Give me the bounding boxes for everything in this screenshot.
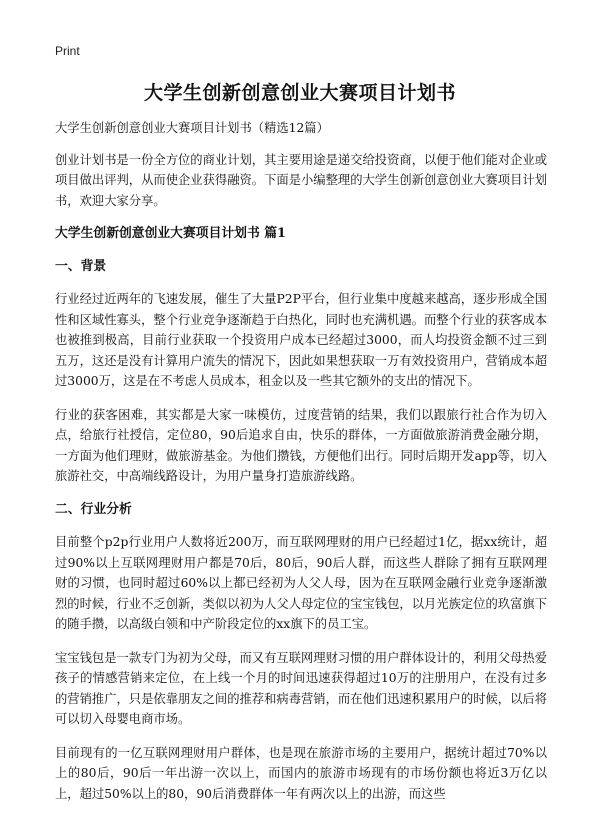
section-title: 大学生创新创意创业大赛项目计划书 篇1: [55, 226, 286, 241]
paragraph-analysis-1: 目前整个p2p行业用户人数将近200万，而互联网理财的用户已经超过1亿，据xx统计，超过90%以上互联网理财用户都是70后，80后，90后人群，而这些人群除了拥有互联网理财的习惯，也同时超过60%以上都已经初为人父人母，因为在互联网金融行业竞争逐渐激烈的时候，行业不乏创新，类似以初为人父人母定位的宝宝钱包，以月光族定位的玖富旗下的随手攒，以高级白领和中产阶段定位的xx旗下的员工宝。: [55, 535, 547, 631]
print-label: Print: [55, 44, 80, 58]
heading-industry-analysis: 二、行业分析: [55, 501, 132, 517]
page-title: 大学生创新创意创业大赛项目计划书: [143, 82, 456, 104]
heading-background: 一、背景: [55, 258, 107, 274]
paragraph-background-1: 行业经过近两年的飞速发展，催生了大量P2P平台，但行业集中度越来越高，逐步形成全国性和区域性寡头，整个行业竞争逐渐趋于白热化，同时也充满机遇。而整个行业的获客成本也被推到极高，目前行业获取一个投资用户成本已经超过3000，而人均投资金额不过三到五万，这还是没有计算用户流失的情况下，因此如果想获取一万有效投资用户，营销成本超过3000万，这是在不考虑人员成本，租金以及一些其它额外的支出的情况下。: [55, 292, 547, 388]
intro-paragraph: 创业计划书是一份全方位的商业计划，其主要用途是递交给投资商，以便于他们能对企业或项目做出评判，从而使企业获得融资。下面是小编整理的大学生创新创意创业大赛项目计划书，欢迎大家分享。: [55, 152, 547, 208]
document-subtitle: 大学生创新创意创业大赛项目计划书（精选12篇）: [55, 121, 329, 135]
paragraph-background-2: 行业的获客困难，其实都是大家一味模仿，过度营销的结果，我们以跟旅行社合作为切入点，给旅行社授信，定位80，90后追求自由，快乐的群体，一方面做旅游消费金融分期，一方面为他们理财，做旅游基金。为他们攒钱，方便他们出行。同时后期开发app等，切入旅游社交，中高端线路设计，为用户量身打造旅游线路。: [55, 407, 547, 483]
paragraph-analysis-3: 目前现有的一亿互联网理财用户群体，也是现在旅游市场的主要用户，据统计超过70%以上的80后，90后一年出游一次以上，而国内的旅游市场现有的市场份额也将近3万亿以上，超过50%以上的80，90后消费群体一年有两次以上的出游，而这些: [55, 745, 547, 801]
paragraph-analysis-2: 宝宝钱包是一款专门为初为父母，而又有互联网理财习惯的用户群体设计的，利用父母热爱孩子的情感营销来定位，在上线一个月的时间迅速获得超过10万的注册用户，在没有过多的营销推广，只是依靠朋友之间的推荐和病毒营销，而在他们迅速积累用户的时候，以后将可以切入母婴电商市场。: [55, 650, 547, 726]
document-body: [55, 118, 547, 817]
